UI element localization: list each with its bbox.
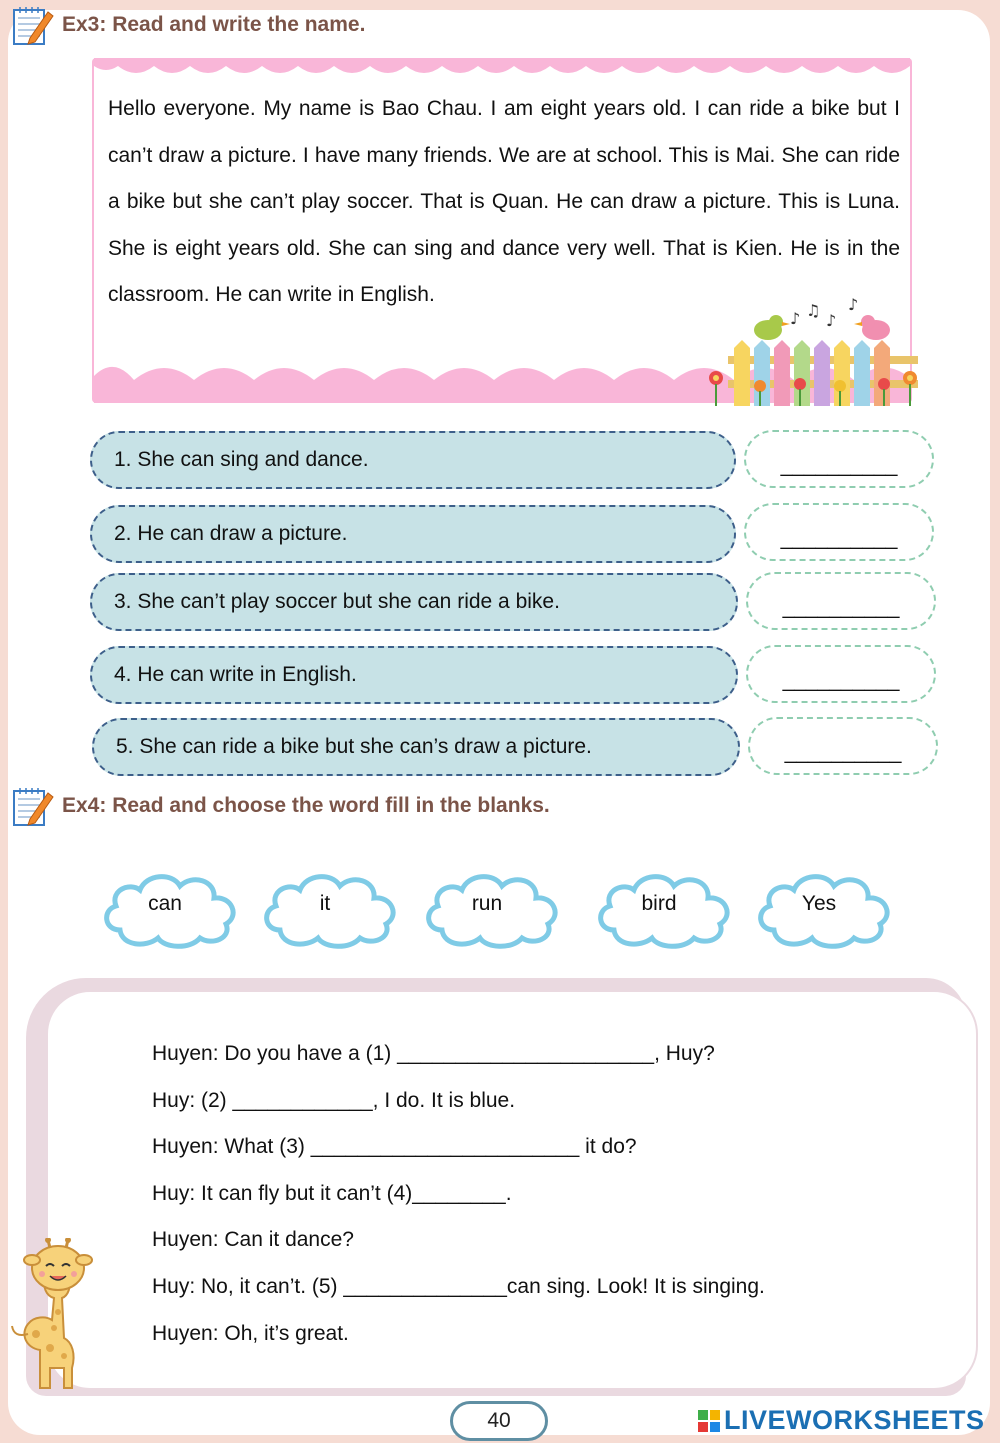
question-3	[90, 573, 738, 631]
question-4	[90, 646, 738, 704]
ex3-title: Ex3: Read and write the name.	[62, 13, 366, 36]
answer-4-input[interactable]: __________	[746, 645, 936, 703]
question-5-text: 5. She can ride a bike but she can’s draw a picture.	[116, 735, 592, 758]
giraffe-icon	[6, 1238, 106, 1393]
question-1-text: 1. She can sing and dance.	[114, 448, 369, 471]
notepad-pencil-icon	[12, 4, 54, 46]
dialogue-line-1: Huyen: Do you have a (1) ______________________, Huy?	[152, 1042, 715, 1065]
ex3-header	[12, 4, 365, 46]
fence-birds-flowers-icon	[698, 288, 920, 408]
question-1	[90, 431, 736, 489]
question-3-text: 3. She can’t play soccer but she can ride a bike.	[114, 590, 560, 613]
dialogue-line-5: Huyen: Can it dance?	[152, 1228, 354, 1252]
liveworksheets-logo-icon	[698, 1410, 720, 1432]
question-2	[90, 505, 736, 563]
word-can: can	[148, 892, 182, 915]
brand-text: LIVEWORKSHEETS	[724, 1405, 985, 1435]
word-cloud-run[interactable]	[422, 868, 564, 950]
word-run: run	[471, 892, 503, 915]
dialogue-lines	[152, 1036, 765, 1362]
word-yes: Yes	[801, 892, 837, 915]
answer-2-input[interactable]: __________	[744, 503, 934, 561]
svg-text:♫: ♫	[806, 301, 821, 320]
question-5	[92, 718, 740, 776]
ex4-header	[12, 785, 550, 827]
question-4-text: 4. He can write in English.	[114, 663, 357, 686]
word-cloud-can[interactable]	[100, 868, 242, 950]
question-2-text: 2. He can draw a picture.	[114, 522, 348, 545]
word-it: it	[319, 892, 331, 915]
dialogue-line-3: Huyen: What (3) _______________________ it do?	[152, 1135, 637, 1159]
word-bird: bird	[641, 892, 677, 915]
dialogue-line-7: Huyen: Oh, it’s great.	[152, 1321, 349, 1345]
answer-1-input[interactable]: __________	[744, 430, 934, 488]
notepad-pencil-icon	[12, 785, 54, 827]
answer-5-input[interactable]: __________	[748, 717, 938, 775]
svg-text:♪: ♪	[790, 309, 801, 328]
dialogue-line-2: Huy: (2) ____________, I do. It is blue.	[152, 1088, 516, 1112]
word-cloud-bird[interactable]	[594, 868, 736, 950]
dialogue-line-4: Huy: It can fly but it can’t (4)________.	[152, 1181, 512, 1205]
page-number: 40	[450, 1401, 548, 1441]
ex4-title: Ex4: Read and choose the word fill in the blanks.	[62, 794, 550, 817]
svg-text:♪: ♪	[826, 311, 837, 330]
dialogue-line-6: Huy: No, it can’t. (5) ______________can sing. Look! It is singing.	[152, 1274, 765, 1298]
word-cloud-it[interactable]	[260, 868, 402, 950]
word-cloud-yes[interactable]	[754, 868, 896, 950]
reading-passage-box	[92, 58, 912, 403]
liveworksheets-brand	[698, 1405, 985, 1436]
answer-3-input[interactable]: __________	[746, 572, 936, 630]
svg-text:♪: ♪	[848, 295, 859, 314]
reading-passage-text: Hello everyone. My name is Bao Chau. I am eight years old. I can ride a bike but I can’t draw a picture. I have many friends. We are at school. This is Mai. She can ride a bike but she can’t play soccer. That is Quan. He can draw a picture. This is Luna. She is eight years old. She can sing and dance very well. That is Kien. He is in the classroom. He can write in English.	[108, 97, 900, 306]
